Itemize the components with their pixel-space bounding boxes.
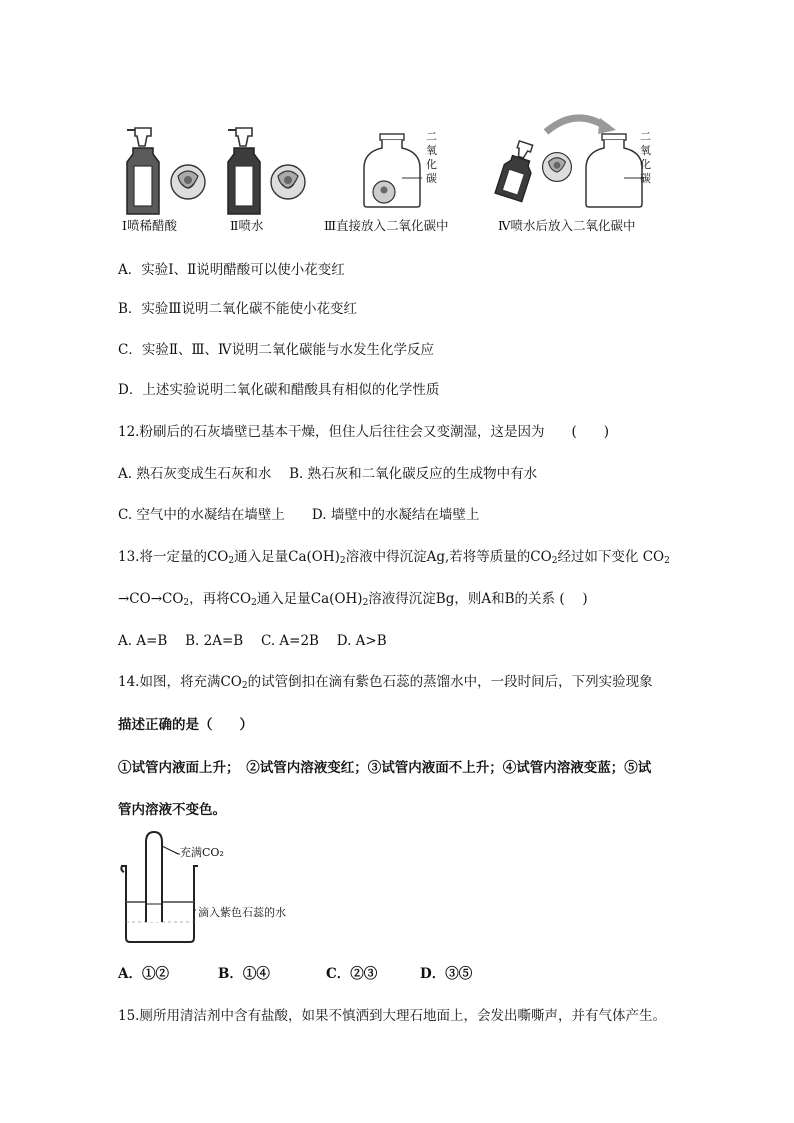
spray-bottle-icon <box>226 126 266 216</box>
figure-label-3: Ⅲ直接放入二氧化碳中 <box>324 218 449 233</box>
diagram-label-litmus-water: 滴入紫色石蕊的水 <box>198 906 286 919</box>
q14-stem-line2: 描述正确的是（ ） <box>118 717 253 733</box>
figure-label-1: Ⅰ喷稀醋酸 <box>122 218 177 233</box>
gas-jar-icon <box>584 132 644 208</box>
q14-option-a: A．①② <box>118 966 169 982</box>
q12-options-row1: A. 熟石灰变成生石灰和水 B. 熟石灰和二氧化碳反应的生成物中有水 <box>118 466 538 482</box>
spray-bottle-icon <box>125 126 165 216</box>
spray-bottle-icon <box>496 140 540 202</box>
bottle-label-co2: 二氧化碳 <box>426 130 437 185</box>
q14-option-d: D．③⑤ <box>420 966 473 982</box>
flower-icon <box>168 162 208 202</box>
q11-option-a: A．实验Ⅰ、Ⅱ说明醋酸可以使小花变红 <box>118 262 345 278</box>
q15-stem: 15.厕所用清洁剂中含有盐酸，如果不慎洒到大理石地面上，会发出嘶嘶声，并有气体产生。 <box>118 1008 666 1024</box>
flower-icon <box>268 162 308 202</box>
bottle-label-co2: 二氧化碳 <box>640 130 651 185</box>
q14-stem-line1: 14.如图，将充满$CO_2$的试管倒扣在滴有紫色石蕊的蒸馏水中，一段时间后，下列实验现象 <box>118 674 653 691</box>
q13-stem-line1: 13.将一定量的$CO_2$通入足量$Ca(OH)_2$溶液中得沉淀Ag,若将等质量的$CO_2$经过如下变化 $CO_2$ <box>118 549 670 566</box>
flower-icon <box>540 150 574 184</box>
q11-option-b: B．实验Ⅲ说明二氧化碳不能使小花变红 <box>118 301 357 317</box>
q14-statements-line1: ①试管内液面上升； ②试管内溶液变红；③试管内液面不上升；④试管内溶液变蓝；⑤试 <box>118 760 652 776</box>
q11-option-c: C．实验Ⅱ、Ⅲ、Ⅳ说明二氧化碳能与水发生化学反应 <box>118 342 435 358</box>
gas-jar-icon <box>362 132 422 208</box>
q12-stem: 12.粉刷后的石灰墙壁已基本干燥，但住人后往往会又变潮湿，这是因为 ( ) <box>118 424 610 440</box>
q14-option-c: C．②③ <box>326 966 378 982</box>
q11-option-d: D．上述实验说明二氧化碳和醋酸具有相似的化学性质 <box>118 382 440 398</box>
q14-option-b: B．①④ <box>218 966 270 982</box>
diagram-label-co2: 充满CO₂ <box>180 846 224 859</box>
q13-options: A. A=B B. 2A=B C. A=2B D. A>B <box>118 633 387 649</box>
figure-label-4: Ⅳ喷水后放入二氧化碳中 <box>498 218 636 233</box>
q14-statements-line2: 管内溶液不变色。 <box>118 802 226 818</box>
q12-options-row2: C. 空气中的水凝结在墙壁上 D. 墙壁中的水凝结在墙壁上 <box>118 507 480 523</box>
figure-label-2: Ⅱ喷水 <box>230 218 264 233</box>
q13-stem-line2: $\to CO\to CO_2$，再将$CO_2$通入足量$Ca(OH)_2$溶液得沉淀Bg，则A和B的关系 ( ) <box>118 591 588 608</box>
